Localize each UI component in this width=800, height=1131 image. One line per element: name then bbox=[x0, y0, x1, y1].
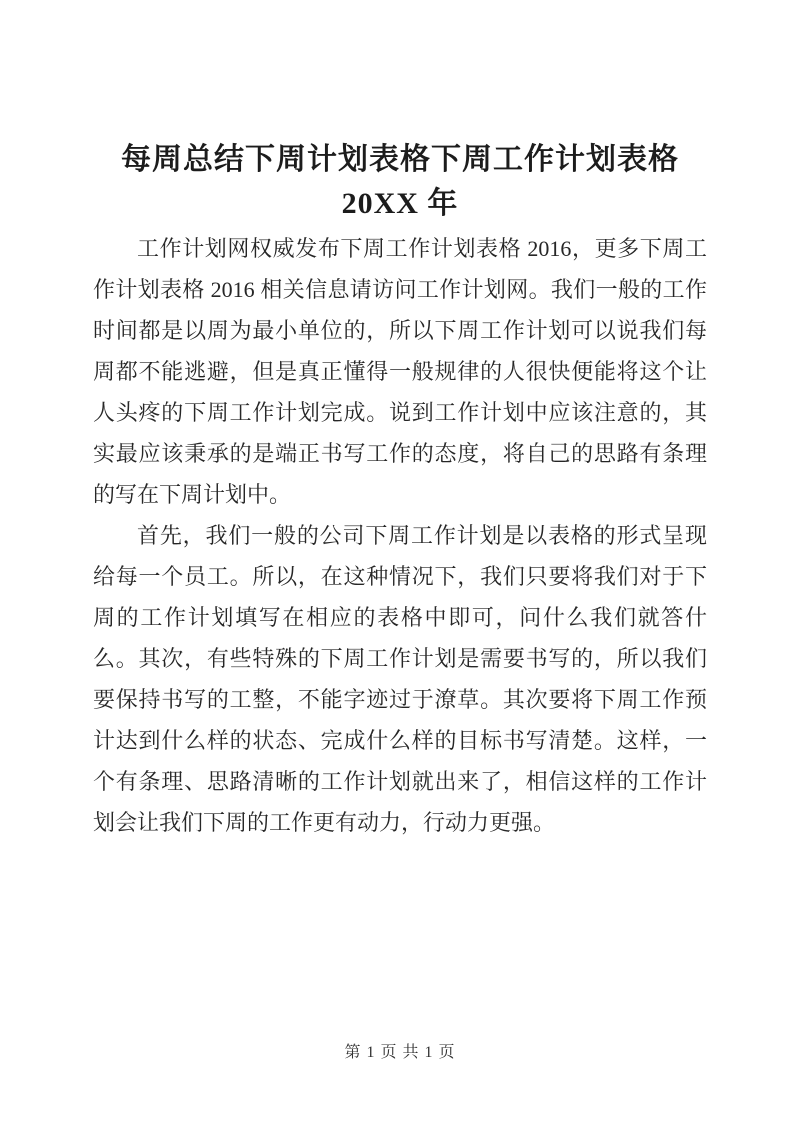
paragraph-1: 工作计划网权威发布下周工作计划表格 2016，更多下周工作计划表格 2016 相关信息请访问工作计划网。我们一般的工作时间都是以周为最小单位的，所以下周工作计划可以说我们每周都不能逃避，但是真正懂得一般规律的人很快便能将这个让人头疼的下周工作计划完成。说到工作计划中应该注意的，其实最应该秉承的是端正书写工作的态度，将自己的思路有条理的写在下周计划中。 bbox=[93, 236, 707, 507]
page-footer bbox=[0, 1043, 800, 1063]
paragraph-2: 首先，我们一般的公司下周工作计划是以表格的形式呈现给每一个员工。所以，在这种情况下，我们只要将我们对于下周的工作计划填写在相应的表格中即可，问什么我们就答什么。其次，有些特殊的下周工作计划是需要书写的，所以我们要保持书写的工整，不能字迹过于潦草。其次要将下周工作预计达到什么样的状态、完成什么样的目标书写清楚。这样，一个有条理、思路清晰的工作计划就出来了，相信这样的工作计划会让我们下周的工作更有动力，行动力更强。 bbox=[93, 523, 707, 835]
title-line-1: 每周总结下周计划表格下周工作计划表格 bbox=[121, 143, 679, 176]
document-title bbox=[93, 138, 707, 226]
document-body bbox=[93, 228, 707, 843]
page-number-text: 第 1 页 共 1 页 bbox=[344, 1044, 456, 1061]
title-line-2: 20XX 年 bbox=[341, 187, 459, 220]
